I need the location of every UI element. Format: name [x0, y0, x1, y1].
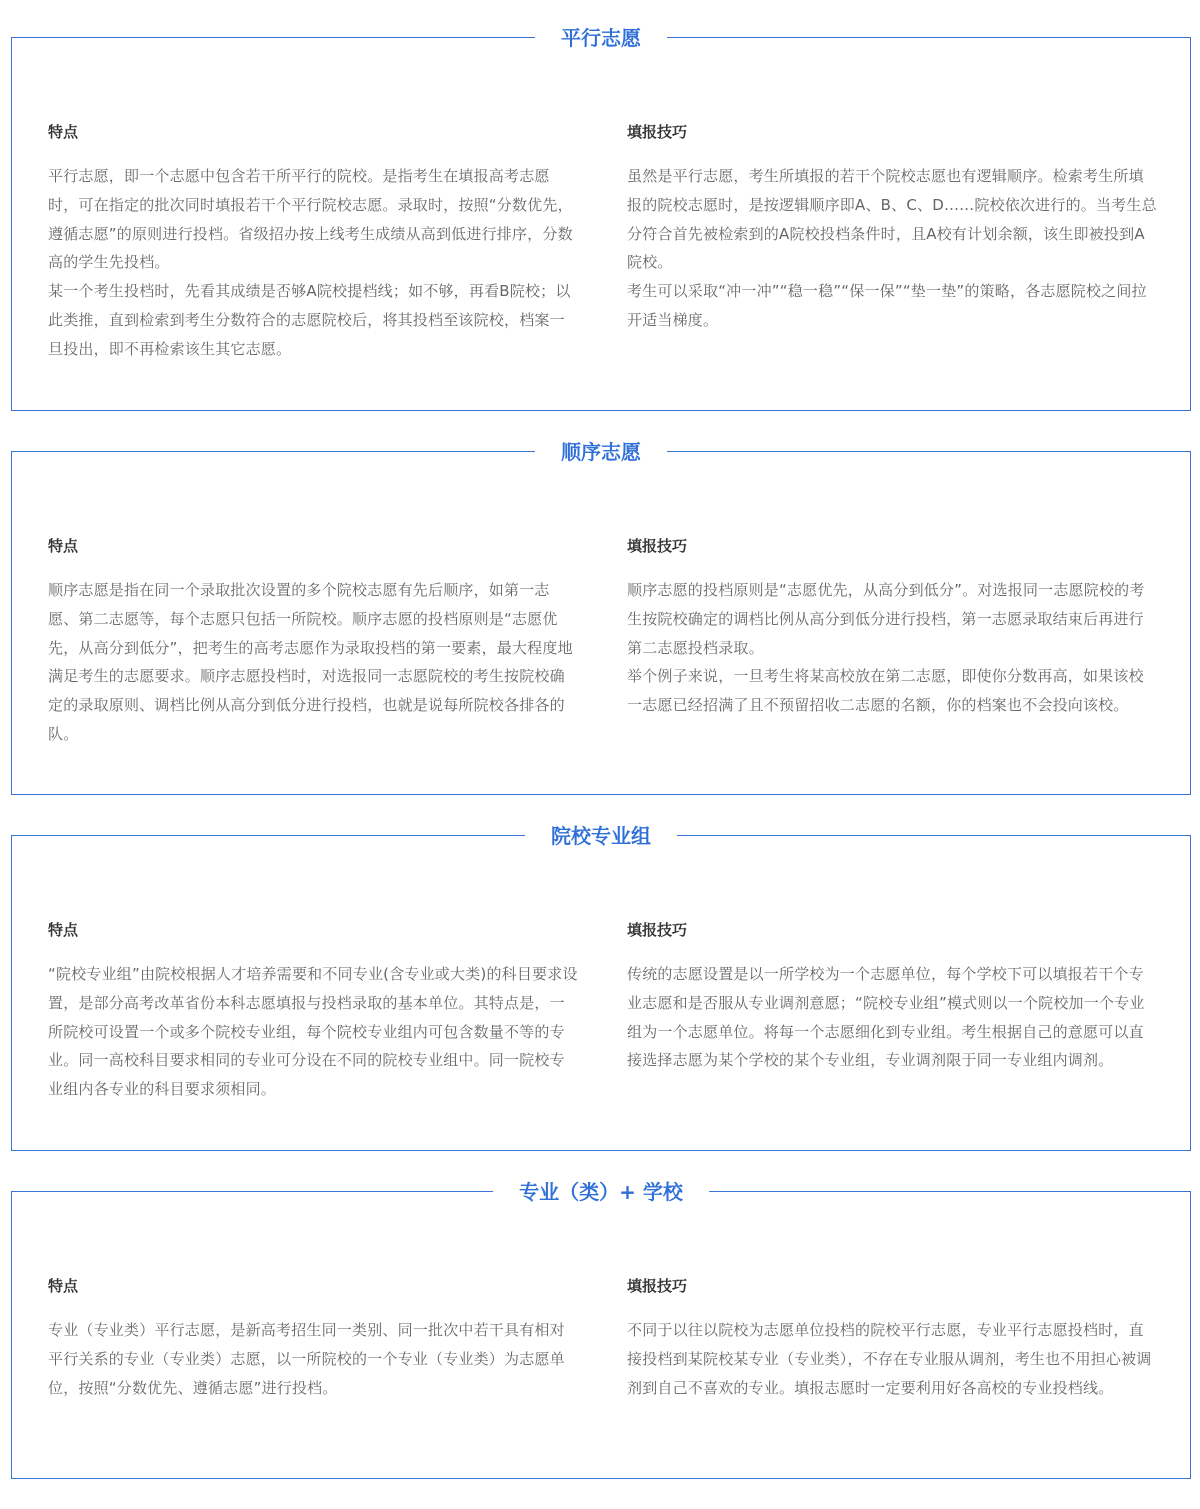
tips-column	[627, 1276, 1157, 1402]
features-text	[48, 1316, 578, 1402]
section-title: 平行志愿	[535, 24, 667, 52]
section-title: 顺序志愿	[535, 438, 667, 466]
tips-paragraph: 顺序志愿的投档原则是“志愿优先，从高分到低分”。对选报同一志愿院校的考生按院校确定的调档比例从高分到低分进行投档，第一志愿录取结束后再进行第二志愿投档录取。	[627, 581, 1145, 657]
section-parallel	[11, 26, 1191, 411]
tips-column	[627, 920, 1157, 1075]
features-column	[48, 1276, 578, 1402]
section-title: 专业（类）+ 学校	[493, 1178, 709, 1206]
tips-paragraph: 虽然是平行志愿，考生所填报的若干个院校志愿也有逻辑顺序。检索考生所填报的院校志愿时，是按逻辑顺序即A、B、C、D……院校依次进行的。当考生总分符合首先被检索到的A院校投档条件时，且A校有计划余额，该生即被投到A院校。	[627, 167, 1157, 272]
tips-text	[627, 162, 1157, 335]
features-heading: 特点	[48, 1277, 79, 1295]
section-school-major-group	[11, 824, 1191, 1151]
features-paragraph: 顺序志愿是指在同一个录取批次设置的多个院校志愿有先后顺序，如第一志愿、第二志愿等，每个志愿只包括一所院校。顺序志愿的投档原则是“志愿优先，从高分到低分”，把考生的高考志愿作为录取投档的第一要素，最大程度地满足考生的志愿要求。顺序志愿投档时，对选报同一志愿院校的考生按院校确定的录取原则、调档比例从高分到低分进行投档，也就是说每所院校各排各的队。	[48, 581, 573, 743]
features-heading: 特点	[48, 921, 79, 939]
tips-paragraph: 传统的志愿设置是以一所学校为一个志愿单位，每个学校下可以填报若干个专业志愿和是否服从专业调剂意愿；“院校专业组”模式则以一个院校加一个专业组为一个志愿单位。将每一个志愿细化到专业组。考生根据自己的意愿可以直接选择志愿为某个学校的某个专业组，专业调剂限于同一专业组内调剂。	[627, 965, 1145, 1070]
features-column	[48, 122, 578, 364]
tips-column	[627, 536, 1157, 720]
features-paragraph: “院校专业组”由院校根据人才培养需要和不同专业(含专业或大类)的科目要求设置，是部分高考改革省份本科志愿填报与投档录取的基本单位。其特点是，一所院校可设置一个或多个院校专业组，每个院校专业组内可包含数量不等的专业。同一高校科目要求相同的专业可分设在不同的院校专业组中。同一院校专业组内各专业的科目要求须相同。	[48, 965, 578, 1099]
section-major-plus-school	[11, 1180, 1191, 1479]
features-column	[48, 536, 578, 749]
tips-heading: 填报技巧	[627, 1277, 688, 1295]
features-heading: 特点	[48, 123, 79, 141]
tips-paragraph: 不同于以往以院校为志愿单位投档的院校平行志愿，专业平行志愿投档时，直接投档到某院校某专业（专业类），不存在专业服从调剂，考生也不用担心被调剂到自己不喜欢的专业。填报志愿时一定要利用好各高校的专业投档线。	[627, 1321, 1152, 1397]
features-text	[48, 576, 578, 749]
tips-paragraph: 考生可以采取“冲一冲”“稳一稳”“保一保”“垫一垫”的策略，各志愿院校之间拉开适当梯度。	[627, 282, 1147, 329]
features-text	[48, 960, 578, 1104]
tips-text	[627, 1316, 1157, 1402]
tips-column	[627, 122, 1157, 335]
tips-paragraph: 举个例子来说，一旦考生将某高校放在第二志愿，即使你分数再高，如果该校一志愿已经招满了且不预留招收二志愿的名额，你的档案也不会投向该校。	[627, 667, 1144, 715]
features-paragraph: 某一个考生投档时，先看其成绩是否够A院校提档线；如不够，再看B院校；以此类推，直到检索到考生分数符合的志愿院校后，将其投档至该院校，档案一旦投出，即不再检索该生其它志愿。	[48, 282, 571, 358]
tips-heading: 填报技巧	[627, 537, 688, 555]
features-column	[48, 920, 578, 1104]
tips-text	[627, 576, 1157, 720]
features-paragraph: 平行志愿，即一个志愿中包含若干所平行的院校。是指考生在填报高考志愿时，可在指定的批次同时填报若干个平行院校志愿。录取时，按照“分数优先，遵循志愿”的原则进行投档。省级招办按上线考生成绩从高到低进行排序，分数高的学生先投档。	[48, 167, 573, 272]
features-heading: 特点	[48, 537, 79, 555]
tips-heading: 填报技巧	[627, 123, 688, 141]
features-paragraph: 专业（专业类）平行志愿，是新高考招生同一类别、同一批次中若干具有相对平行关系的专业（专业类）志愿，以一所院校的一个专业（专业类）为志愿单位，按照“分数优先、遵循志愿”进行投档。	[48, 1321, 565, 1397]
tips-heading: 填报技巧	[627, 921, 688, 939]
section-title: 院校专业组	[525, 822, 677, 850]
section-sequential	[11, 440, 1191, 795]
features-text	[48, 162, 578, 364]
tips-text	[627, 960, 1157, 1075]
